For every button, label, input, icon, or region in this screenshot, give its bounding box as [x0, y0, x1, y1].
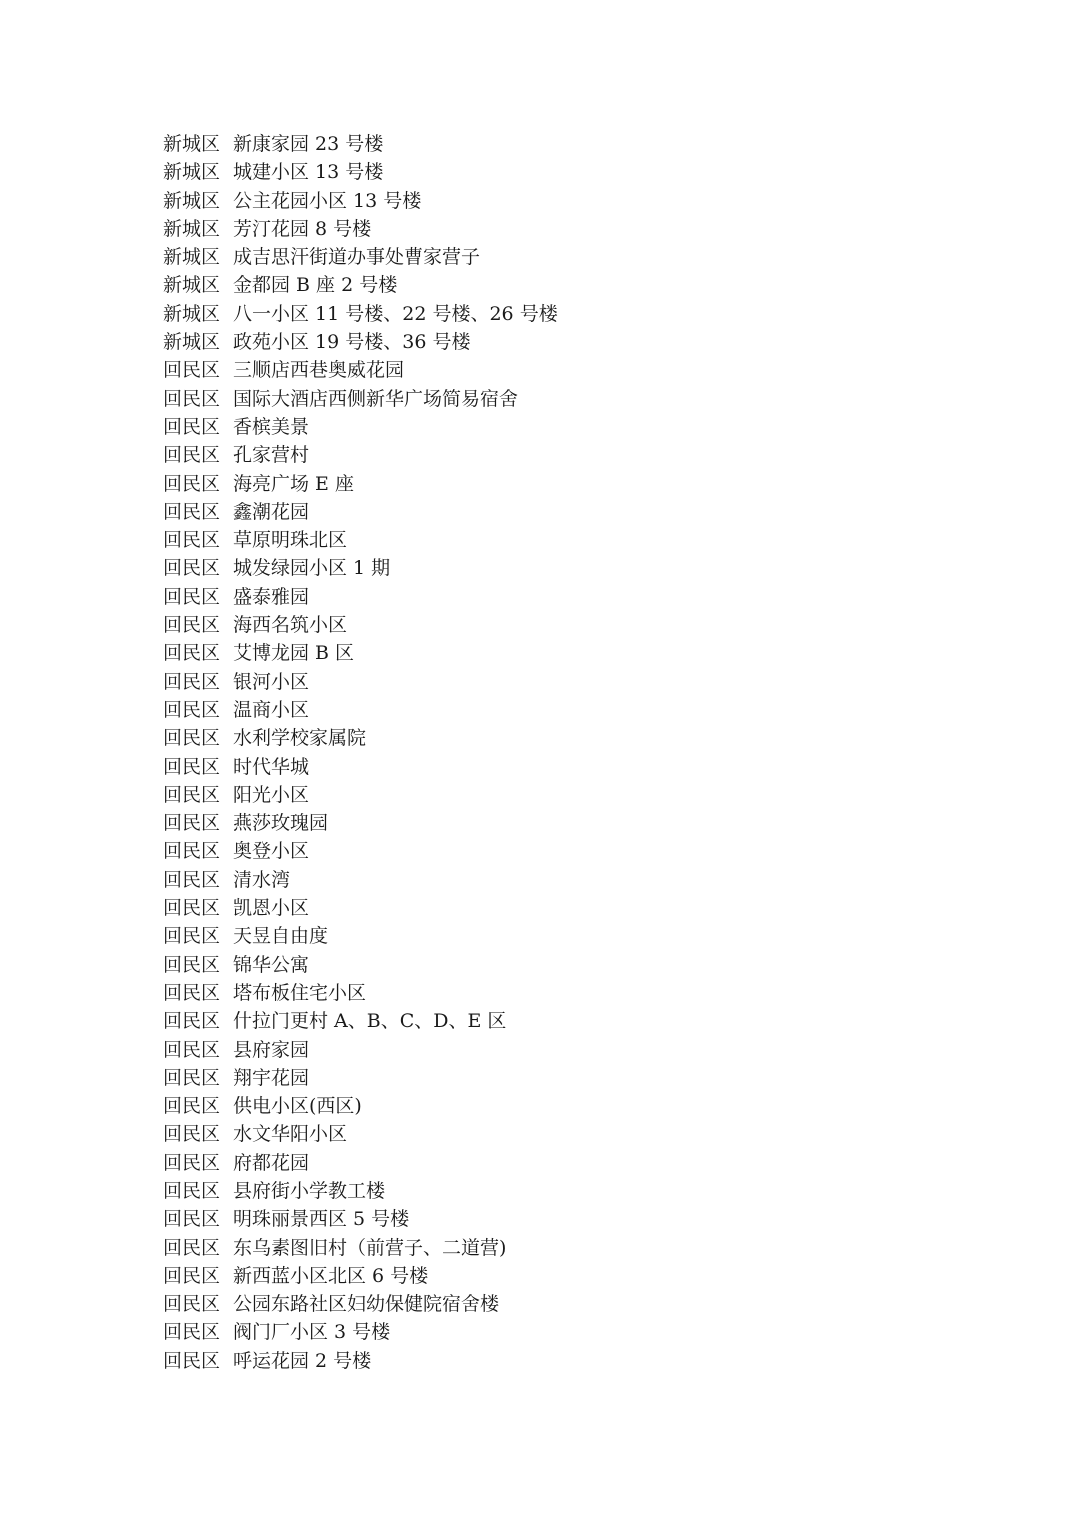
district-label: 回民区 — [163, 1010, 221, 1033]
district-label: 新城区 — [163, 274, 221, 297]
list-item — [163, 668, 558, 696]
district-label: 回民区 — [163, 1038, 221, 1061]
place-name: 锦华公寓 — [233, 953, 310, 976]
district-label: 回民区 — [163, 1123, 221, 1146]
district-label: 新城区 — [163, 331, 221, 354]
list-item — [163, 470, 558, 498]
place-name: 呼运花园 2 号楼 — [233, 1349, 372, 1372]
place-name: 清水湾 — [233, 868, 291, 891]
district-label: 回民区 — [163, 1349, 221, 1372]
place-name: 阳光小区 — [233, 783, 310, 806]
district-label: 回民区 — [163, 1066, 221, 1089]
list-item — [163, 866, 558, 894]
list-item — [163, 894, 558, 922]
district-label: 回民区 — [163, 755, 221, 778]
district-label: 回民区 — [163, 415, 221, 438]
district-label: 新城区 — [163, 217, 221, 240]
place-name: 海亮广场 E 座 — [233, 472, 354, 495]
list-item — [163, 130, 558, 158]
district-label: 回民区 — [163, 868, 221, 891]
district-label: 回民区 — [163, 897, 221, 920]
list-item — [163, 696, 558, 724]
district-label: 回民区 — [163, 981, 221, 1004]
address-list — [163, 130, 558, 1375]
list-item — [163, 639, 558, 667]
list-item — [163, 753, 558, 781]
district-label: 回民区 — [163, 614, 221, 637]
place-name: 燕莎玫瑰园 — [233, 812, 329, 835]
place-name: 天昱自由度 — [233, 925, 329, 948]
list-item — [163, 300, 558, 328]
list-item — [163, 158, 558, 186]
district-label: 回民区 — [163, 557, 221, 580]
list-item — [163, 271, 558, 299]
district-label: 新城区 — [163, 302, 221, 325]
list-item — [163, 1205, 558, 1233]
district-label: 回民区 — [163, 783, 221, 806]
list-item — [163, 441, 558, 469]
list-item — [163, 1318, 558, 1346]
list-item — [163, 413, 558, 441]
district-label: 回民区 — [163, 1321, 221, 1344]
district-label: 回民区 — [163, 500, 221, 523]
place-name: 东乌素图旧村（前营子、二道营) — [233, 1236, 507, 1259]
list-item — [163, 554, 558, 582]
district-label: 回民区 — [163, 1095, 221, 1118]
list-item — [163, 1262, 558, 1290]
district-label: 回民区 — [163, 1236, 221, 1259]
district-label: 新城区 — [163, 246, 221, 269]
place-name: 供电小区(西区) — [233, 1095, 362, 1118]
district-label: 回民区 — [163, 840, 221, 863]
place-name: 八一小区 11 号楼、22 号楼、26 号楼 — [233, 302, 558, 325]
place-name: 城建小区 13 号楼 — [233, 161, 384, 184]
district-label: 回民区 — [163, 444, 221, 467]
place-name: 政苑小区 19 号楼、36 号楼 — [233, 331, 471, 354]
list-item — [163, 979, 558, 1007]
district-label: 回民区 — [163, 727, 221, 750]
place-name: 水利学校家属院 — [233, 727, 367, 750]
list-item — [163, 385, 558, 413]
district-label: 回民区 — [163, 585, 221, 608]
district-label: 回民区 — [163, 953, 221, 976]
list-item — [163, 809, 558, 837]
district-label: 回民区 — [163, 1264, 221, 1287]
district-label: 回民区 — [163, 1293, 221, 1316]
district-label: 回民区 — [163, 1151, 221, 1174]
list-item — [163, 498, 558, 526]
place-name: 鑫潮花园 — [233, 500, 310, 523]
place-name: 孔家营村 — [233, 444, 310, 467]
district-label: 回民区 — [163, 670, 221, 693]
place-name: 水文华阳小区 — [233, 1123, 348, 1146]
place-name: 金都园 B 座 2 号楼 — [233, 274, 398, 297]
place-name: 新西蓝小区北区 6 号楼 — [233, 1264, 429, 1287]
district-label: 回民区 — [163, 1208, 221, 1231]
list-item — [163, 837, 558, 865]
place-name: 公园东路社区妇幼保健院宿舍楼 — [233, 1293, 500, 1316]
place-name: 草原明珠北区 — [233, 529, 348, 552]
place-name: 城发绿园小区 1 期 — [233, 557, 391, 580]
list-item — [163, 243, 558, 271]
district-label: 回民区 — [163, 472, 221, 495]
list-item — [163, 724, 558, 752]
place-name: 银河小区 — [233, 670, 310, 693]
list-item — [163, 611, 558, 639]
list-item — [163, 215, 558, 243]
district-label: 回民区 — [163, 529, 221, 552]
list-item — [163, 922, 558, 950]
place-name: 三顺店西巷奥威花园 — [233, 359, 405, 382]
list-item — [163, 1347, 558, 1375]
list-item — [163, 187, 558, 215]
district-label: 回民区 — [163, 387, 221, 410]
place-name: 国际大酒店西侧新华广场简易宿舍 — [233, 387, 519, 410]
place-name: 府都花园 — [233, 1151, 310, 1174]
list-item — [163, 951, 558, 979]
place-name: 翔宇花园 — [233, 1066, 310, 1089]
list-item — [163, 781, 558, 809]
place-name: 时代华城 — [233, 755, 310, 778]
list-item — [163, 1007, 558, 1035]
list-item — [163, 583, 558, 611]
list-item — [163, 1149, 558, 1177]
place-name: 县府街小学教工楼 — [233, 1179, 386, 1202]
district-label: 回民区 — [163, 812, 221, 835]
place-name: 凯恩小区 — [233, 897, 310, 920]
place-name: 香槟美景 — [233, 415, 310, 438]
district-label: 回民区 — [163, 642, 221, 665]
place-name: 公主花园小区 13 号楼 — [233, 189, 422, 212]
district-label: 回民区 — [163, 925, 221, 948]
place-name: 明珠丽景西区 5 号楼 — [233, 1208, 410, 1231]
place-name: 什拉门更村 A、B、C、D、E 区 — [233, 1010, 507, 1033]
list-item — [163, 526, 558, 554]
list-item — [163, 1036, 558, 1064]
list-item — [163, 1064, 558, 1092]
place-name: 盛泰雅园 — [233, 585, 310, 608]
place-name: 海西名筑小区 — [233, 614, 348, 637]
place-name: 温商小区 — [233, 698, 310, 721]
place-name: 塔布板住宅小区 — [233, 981, 367, 1004]
place-name: 阀门厂小区 3 号楼 — [233, 1321, 391, 1344]
district-label: 回民区 — [163, 698, 221, 721]
place-name: 新康家园 23 号楼 — [233, 133, 384, 155]
list-item — [163, 1177, 558, 1205]
district-label: 新城区 — [163, 161, 221, 184]
district-label: 回民区 — [163, 1179, 221, 1202]
list-item — [163, 328, 558, 356]
place-name: 奥登小区 — [233, 840, 310, 863]
list-item — [163, 1234, 558, 1262]
list-item — [163, 1120, 558, 1148]
district-label: 新城区 — [163, 189, 221, 212]
list-item — [163, 1092, 558, 1120]
list-item — [163, 1290, 558, 1318]
place-name: 艾博龙园 B 区 — [233, 642, 355, 665]
place-name: 县府家园 — [233, 1038, 310, 1061]
district-label: 回民区 — [163, 359, 221, 382]
place-name: 成吉思汗街道办事处曹家营子 — [233, 246, 481, 269]
list-item — [163, 356, 558, 384]
place-name: 芳汀花园 8 号楼 — [233, 217, 372, 240]
district-label: 新城区 — [163, 133, 221, 155]
